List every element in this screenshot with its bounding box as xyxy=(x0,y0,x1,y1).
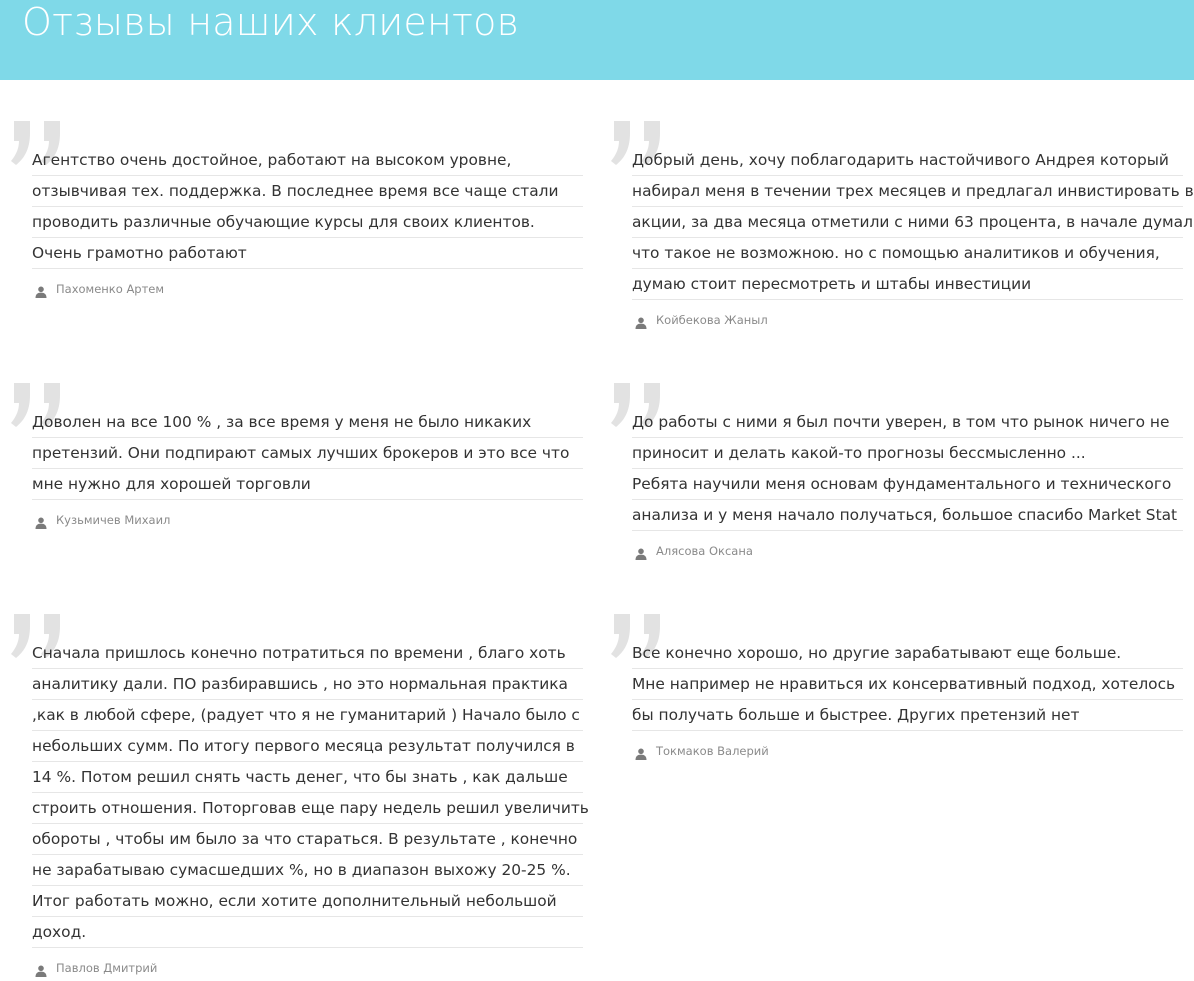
review-text-line: приносит и делать какой-то прогнозы бессмысленно ... xyxy=(632,438,1183,469)
user-icon xyxy=(35,962,47,974)
review-text-line: строить отношения. Поторговав еще пару недель решил увеличить xyxy=(32,793,583,824)
review-card xyxy=(32,638,589,976)
review-text-line: До работы с ними я был почти уверен, в том что рынок ничего не xyxy=(632,407,1183,438)
review-card xyxy=(632,638,1183,759)
author-name: Алясова Оксана xyxy=(656,544,753,558)
review-card xyxy=(32,407,583,528)
review-text xyxy=(632,407,1183,531)
review-text xyxy=(32,407,583,500)
review-author xyxy=(632,543,1183,559)
review-text-line: что такое не возможною. но с помощью аналитиков и обучения, xyxy=(632,238,1183,269)
review-author xyxy=(32,512,583,528)
review-text-line: мне нужно для хорошей торговли xyxy=(32,469,583,500)
review-text-line: претензий. Они подпирают самых лучших брокеров и это все что xyxy=(32,438,583,469)
review-text-line: 14 %. Потом решил снять часть денег, что бы знать , как дальше xyxy=(32,762,583,793)
review-text-line: набирал меня в течении трех месяцев и предлагал инвистировать в xyxy=(632,176,1183,207)
review-text xyxy=(632,638,1183,731)
review-text-line: проводить различные обучающие курсы для своих клиентов. xyxy=(32,207,583,238)
review-card xyxy=(32,145,583,297)
review-text-line: Ребята научили меня основам фундаментального и технического xyxy=(632,469,1183,500)
review-text-line: доход. xyxy=(32,917,583,948)
review-card xyxy=(632,145,1194,328)
review-text xyxy=(32,638,589,948)
user-icon xyxy=(635,314,647,326)
user-icon xyxy=(635,545,647,557)
review-author xyxy=(32,960,583,976)
review-text-line: ,как в любой сфере, (радует что я не гуманитарий ) Начало было с xyxy=(32,700,583,731)
review-text-line: Мне например не нравиться их консервативный подход, хотелось xyxy=(632,669,1183,700)
review-text-line: отзывчивая тех. поддержка. В последнее время все чаще стали xyxy=(32,176,583,207)
review-text xyxy=(32,145,583,269)
review-text-line: Агентство очень достойное, работают на высоком уровне, xyxy=(32,145,583,176)
review-author xyxy=(632,743,1183,759)
author-name: Пахоменко Артем xyxy=(56,282,165,296)
user-icon xyxy=(35,283,47,295)
user-icon xyxy=(635,745,647,757)
user-icon xyxy=(35,514,47,526)
review-text-line: Все конечно хорошо, но другие зарабатывают еще больше. xyxy=(632,638,1183,669)
author-name: Кузьмичев Михаил xyxy=(56,513,171,527)
review-text-line: Очень грамотно работают xyxy=(32,238,583,269)
author-name: Павлов Дмитрий xyxy=(56,961,158,975)
review-text-line: думаю стоит пересмотреть и штабы инвестиции xyxy=(632,269,1183,300)
review-text-line: обороты , чтобы им было за что стараться. В результате , конечно xyxy=(32,824,583,855)
review-text-line: Добрый день, хочу поблагодарить настойчивого Андрея который xyxy=(632,145,1183,176)
review-text-line: анализа и у меня начало получаться, большое спасибо Market Stat xyxy=(632,500,1183,531)
review-text-line: Доволен на все 100 % , за все время у меня не было никаких xyxy=(32,407,583,438)
review-card xyxy=(632,407,1183,559)
review-text-line: Сначала пришлось конечно потратиться по времени , благо хоть xyxy=(32,638,583,669)
review-author xyxy=(632,312,1183,328)
review-text-line: акции, за два месяца отметили с ними 63 процента, в начале думал xyxy=(632,207,1183,238)
page-title: Отзывы наших клиентов xyxy=(22,0,520,44)
review-author xyxy=(32,281,583,297)
review-text-line: не зарабатываю сумасшедших %, но в диапазон выхожу 20-25 %. xyxy=(32,855,583,886)
review-text-line: бы получать больше и быстрее. Других претензий нет xyxy=(632,700,1183,731)
page-header xyxy=(0,0,1194,80)
review-text-line: аналитику дали. ПО разбиравшись , но это нормальная практика xyxy=(32,669,583,700)
author-name: Койбекова Жаныл xyxy=(656,313,768,327)
author-name: Токмаков Валерий xyxy=(656,744,769,758)
review-text-line: Итог работать можно, если хотите дополнительный небольшой xyxy=(32,886,583,917)
review-text-line: небольших сумм. По итогу первого месяца результат получился в xyxy=(32,731,583,762)
review-text xyxy=(632,145,1194,300)
